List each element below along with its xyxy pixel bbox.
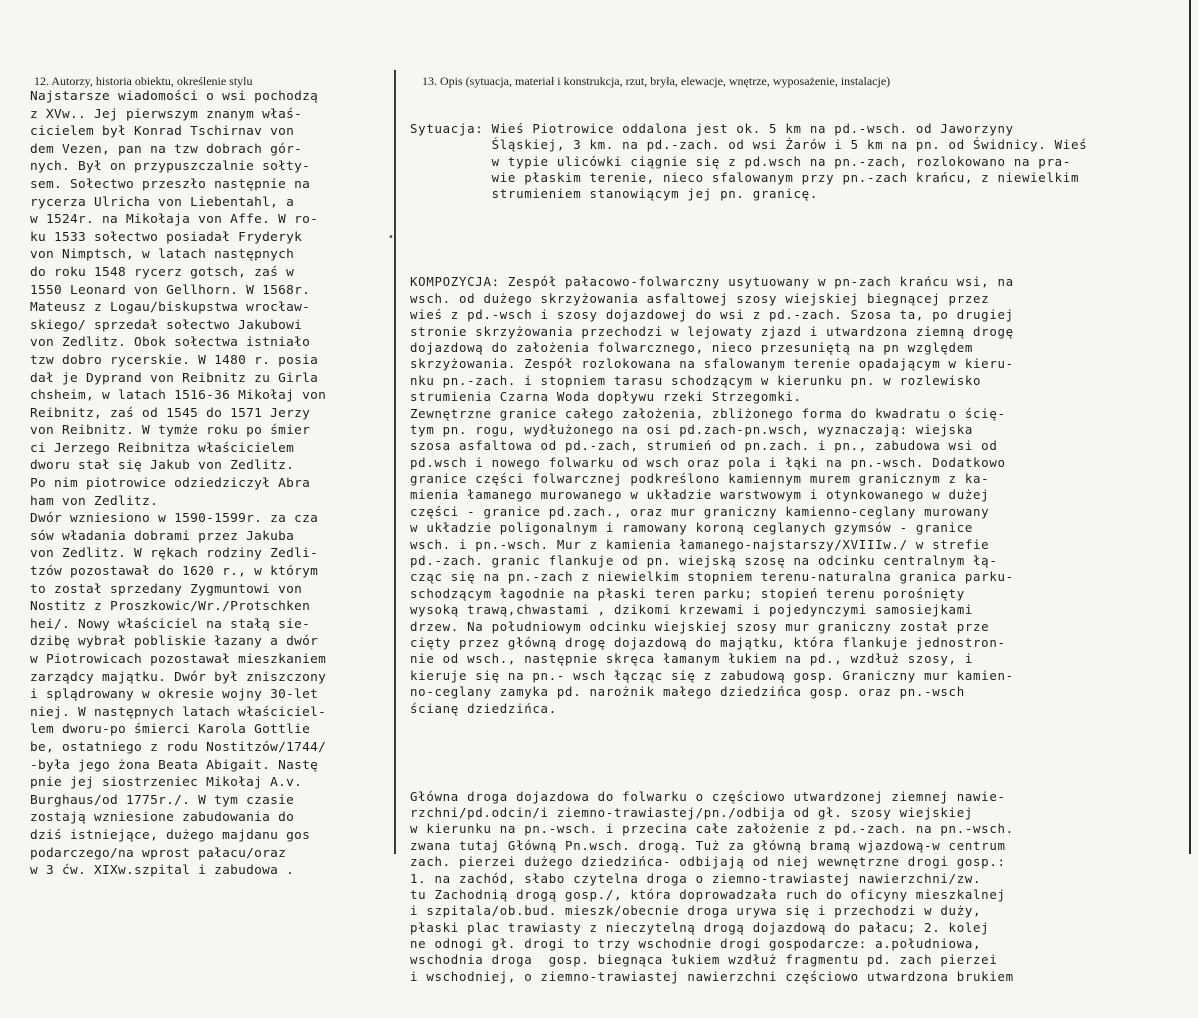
text-line: Najstarsze wiadomości o wsi pochodzą: [30, 89, 319, 104]
text-line: wysoką trawą,chwastami , dzikomi krzewami i pojedynczymi samosiejkami: [410, 602, 974, 618]
text-line: sów władania dobrami przez Jakuba: [30, 528, 295, 544]
column-divider: [394, 70, 396, 854]
text-line: wsch. od dużego skrzyżowania asfaltowej szosy wiejskiej biegnącej przez: [410, 290, 990, 306]
text-line: drzew. Na południowym odcinku wiejskiej szosy mur graniczny został prze: [410, 618, 990, 634]
left-column-header: 12. Autorzy, historia obiektu, określenie stylu: [34, 74, 253, 88]
text-line: zarządcy majątku. Dwór był zniszczony: [30, 669, 327, 685]
text-line: wieś z pd.-wsch i szosy dojazdowej do wsi z pd.-zach. Szosa ta, po drugiej: [410, 307, 1014, 323]
text-line: rzchni/pd.odcin/i ziemno-trawiastej/pn./odbija od gł. szosy wiejskiej: [410, 804, 974, 820]
text-line: sem. Sołectwo przeszło następnie na: [30, 176, 311, 192]
text-line: zostają wzniesione zabudowania do: [30, 810, 295, 826]
text-line: tzów pozostawał do 1620 r., w którym: [30, 564, 319, 580]
text-line: schodzącym łagodnie na płaski teren parku; stopień terenu porośnięty: [410, 585, 965, 601]
history-text-column: [30, 88, 390, 880]
text-line: i wschodniej, o ziemno-trawiastej nawierzchni częściowo utwardzona brukiem: [410, 968, 1014, 984]
text-line: be, ostatniego z rodu Nostitzów/1744/: [30, 739, 327, 755]
text-line: lem dworu-po śmierci Karola Gottlie: [30, 722, 311, 738]
text-line: ścianę dziedzińca.: [410, 700, 557, 716]
text-line: Mateusz z Logau/biskupstwa wrocław-: [30, 300, 311, 316]
text-line: granice części folwarcznej podkreślono kamiennym murem granicznym z ka-: [410, 471, 990, 487]
text-line: w typie ulicówki ciągnie się z pd.wsch na pn.-zach, rozlokowano na pra-: [410, 153, 1071, 169]
text-line: 1550 Leonard von Gellhorn. W 1568r.: [30, 282, 311, 298]
text-line: wsch. i pn.-wsch. Mur z kamienia łamanego-najstarszy/XVIIIw./ w strefie: [410, 536, 990, 552]
composition-paragraph: [410, 274, 1190, 717]
text-line: zach. pierzei dużego dziedzińca- odbijają od niej wewnętrzne drogi gosp.:: [410, 854, 1006, 870]
text-line: części - granice pd.zach., oraz mur graniczny kamienno-ceglany murowany: [410, 503, 990, 519]
text-line: nych. Był on przypuszczalnie sołty-: [30, 159, 311, 175]
text-line: dał je Dyprand von Reibnitz zu Girla: [30, 370, 319, 386]
text-line: Zewnętrzne granice całego założenia, zbliżonego forma do kwadratu o ścię-: [410, 405, 1006, 421]
text-line: von Zedlitz. Obok sołectwa istniało: [30, 335, 311, 351]
text-line: podarczego/na wprost pałacu/oraz: [30, 845, 287, 861]
text-line: Śląskiej, 3 km. na pd.-zach. od wsi Żarów i 5 km na pn. od Świdnicy. Wieś: [410, 137, 1088, 153]
text-line: cząc się na pn.-zach z niewielkim stopniem terenu-naturalna granica parku-: [410, 569, 1014, 585]
description-text-column: [410, 88, 1190, 1018]
text-line: w 1524r. na Mikołaja von Affe. W ro-: [30, 212, 319, 228]
text-line: strumieniem stanowiącym jej pn. granicę.: [410, 186, 818, 202]
text-line: von Zedlitz. W rękach rodziny Zedli-: [30, 546, 319, 562]
text-line: Sytuacja: Wieś Piotrowice oddalona jest ok. 5 km na pd.-wsch. od Jaworzyny: [410, 120, 1014, 136]
text-line: ham von Zedlitz.: [30, 493, 159, 509]
text-line: dem Vezen, pan na tzw dobrach gór-: [30, 141, 303, 157]
text-line: w układzie poligonalnym i ramowany koroną ceglanych gzymsów - granice: [410, 520, 974, 536]
text-line: nku pn.-zach. i stopniem tarasu schodzącym w kierunku pn. w rozlewisko: [410, 372, 982, 388]
text-line: kieruje się na pn.- wsch łącząc się z zabudową gosp. Graniczny mur kamien-: [410, 667, 1014, 683]
text-line: rycerza Ulricha von Liebentahl, a: [30, 194, 295, 210]
text-line: płaski plac trawiasty z nieczytelną drogą dojazdową do pałacu; 2. kolej: [410, 919, 990, 935]
text-line: chsheim, w latach 1516-36 Mikołaj von: [30, 388, 327, 404]
text-line: no-ceglany zamyka pd. narożnik małego dziedzińca gosp. oraz pn.-wsch: [410, 684, 965, 700]
text-line: w 3 ćw. XIXw.szpital i zabudowa .: [30, 863, 295, 879]
text-line: -była jego żona Beata Abigait. Nastę: [30, 757, 319, 773]
text-line: ci Jerzego Reibnitza właścicielem: [30, 440, 295, 456]
text-line: dworu stał się Jakub von Zedlitz.: [30, 458, 295, 474]
text-line: pnie jej siostrzeniec Mikołaj A.v.: [30, 775, 303, 791]
text-line: Dwór wzniesiono w 1590-1599r. za cza: [30, 511, 319, 527]
text-line: Po nim piotrowice odziedziczył Abra: [30, 476, 311, 492]
text-line: dzibę wybrał pobliskie łazany a dwór: [30, 634, 319, 650]
text-line: Główna droga dojazdowa do folwarku o częściowo utwardzonej ziemnej nawie-: [410, 788, 1006, 804]
text-line: pd.-zach. granic flankuje od pn. wiejską szosę na odcinku centralnym łą-: [410, 553, 998, 569]
text-line: z XVw.. Jej pierwszym znanym właś-: [30, 106, 303, 122]
text-line: wie płaskim terenie, nieco sfalowanym przy pn.-zach krańcu, z niewielkim: [410, 169, 1080, 185]
text-line: KOMPOZYCJA: Zespół pałacowo-folwarczny usytuowany w pn-zach krańcu wsi, na: [410, 274, 1014, 290]
text-line: Nostitz z Proszkowic/Wr./Protschken: [30, 599, 311, 615]
text-line: i splądrowany w okresie wojny 30-let: [30, 687, 319, 703]
text-line: zwana tutaj Główną Pn.wsch. drogą. Tuż za główną bramą wjazdową-w centrum: [410, 837, 1006, 853]
text-line: dziś istniejące, dużego majdanu gos: [30, 827, 311, 843]
text-line: von Reibnitz. W tymże roku po śmier: [30, 423, 311, 439]
text-line: wschodnia droga gosp. biegnąca łukiem wzdłuż fragmentu pd. zach pierzei: [410, 952, 998, 968]
text-line: nie od wsch., następnie skręca łamanym łukiem na pd., wzdłuż szosy, i: [410, 651, 974, 667]
text-line: cicielem był Konrad Tschirnav von: [30, 124, 295, 140]
right-column-header: 13. Opis (sytuacja, materiał i konstrukcja, rzut, bryła, elewacje, wnętrze, wyposażenie, instalacje): [422, 74, 891, 88]
text-line: Burghaus/od 1775r./. W tym czasie: [30, 792, 295, 808]
text-line: niej. W następnych latach właściciel-: [30, 704, 327, 720]
text-line: skrzyżowania. Zespół rozlokowana na sfalowanym terenie opadającym w kieru-: [410, 356, 1014, 372]
text-line: to został sprzedany Zygmuntowi von: [30, 581, 303, 597]
text-line: szosa asfaltowa od pd.-zach, strumień od pn.zach. i pn., zabudowa wsi od: [410, 438, 998, 454]
text-line: tym pn. rogu, wydłużonego na osi pd.zach-pn.wsch, wyznaczają: wiejska: [410, 421, 974, 437]
text-line: w Piotrowicach pozostawał mieszkaniem: [30, 652, 327, 667]
text-line: tu Zachodnią drogą gosp./, która doprowadzała ruch do oficyny mieszkalnej: [410, 886, 1006, 902]
text-line: Reibnitz, zaś od 1545 do 1571 Jerzy: [30, 405, 311, 421]
text-line: mienia łamanego murowanego w układzie warstwowym i otynkowanego w dużej: [410, 487, 990, 503]
situation-paragraph: [410, 121, 1190, 203]
text-line: skiego/ sprzedał sołectwo Jakubowi: [30, 317, 303, 333]
margin-mark: •: [388, 232, 394, 243]
text-line: cięty przez główną drogę dojazdową do majątku, która flankuje jednostron-: [410, 634, 1006, 650]
text-line: tzw dobro rycerskie. W 1480 r. posia: [30, 352, 319, 368]
text-line: hei/. Nowy właściciel na stałą sie-: [30, 616, 311, 632]
text-line: 1. na zachód, słabo czytelna droga o ziemno-trawiastej nawierzchni/zw.: [410, 870, 982, 886]
text-line: ku 1533 sołectwo posiadał Fryderyk: [30, 229, 303, 245]
main-road-paragraph: [410, 789, 1190, 986]
text-line: pd.wsch i nowego folwarku od wsch oraz pola i łąki na pn.-wsch. Dodatkowo: [410, 454, 1006, 470]
text-line: von Nimptsch, w latach następnych: [30, 247, 295, 263]
text-line: strumienia Czarna Woda dopływu rzeki Strzegomki.: [410, 389, 802, 405]
text-line: stronie skrzyżowania przechodzi w lejowaty zjazd i utwardzona ziemną drogę: [410, 323, 1014, 339]
text-line: i szpitala/ob.bud. mieszk/obecnie droga urywa się i przechodzi w duży,: [410, 903, 982, 919]
text-line: w kierunku na pn.-wsch. i przecina całe założenie z pd.-zach. na pn.-wsch.: [410, 821, 1014, 837]
text-line: dojazdową do założenia folwarcznego, nieco przesuniętą na pn względem: [410, 339, 974, 355]
text-line: do roku 1548 rycerz gotsch, zaś w: [30, 264, 295, 280]
text-line: ne odnogi gł. drogi to trzy wschodnie drogi gospodarcze: a.południowa,: [410, 936, 982, 952]
